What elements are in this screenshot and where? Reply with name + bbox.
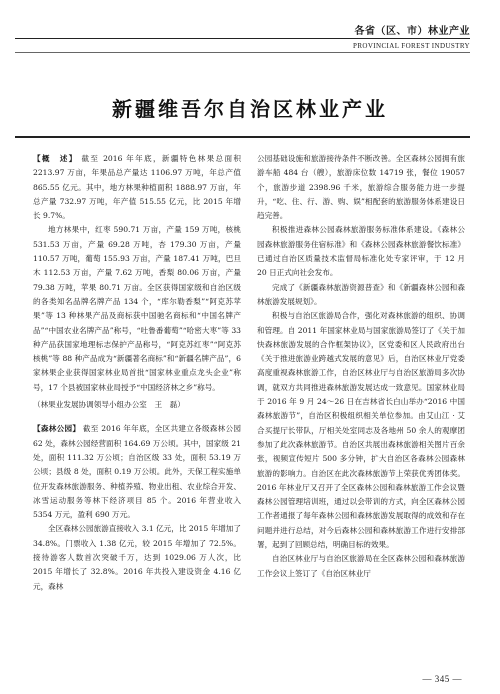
section-title-cn: 各省（区、市）林业产业 <box>354 26 470 37</box>
park-text-1: 截至 2016 年年底，全区共建立各级森林公园 62 处，森林公园经营面积 164.69 万公顷。其中，国家级 21 处，面积 111.32 万公顷；自治区级 33 处，面积 53.19 万公顷；县级 8 处，面积 0.19 万公顷。此外，天保工程实施单位开发森林旅游服务、种植养殖、物业出租、农业综合开发、冰雪运动服务等林下经济项目 85 个。2016 年营业收入 5354 万元，盈利 690 万元。 <box>33 424 241 520</box>
section-title-en: PROVINCIAL FOREST INDUSTRY <box>353 42 470 50</box>
right-column <box>257 152 465 581</box>
author-signature: （林果业发展协调领导小组办公室 王 磊） <box>33 400 185 410</box>
park-paragraph-2: 全区森林公园旅游直接收入 3.1 亿元，比 2015 年增加了 34.8%。门票收入 1.38 亿元，较 2015 年增加了 72.5%。接待游客人数首次突破千万，达到 1029.06 万人次，比 2015 年增长了 32.8%。2016 年共投入建设资金 4.16 亿元，森林 <box>33 524 241 591</box>
park-paragraph-1 <box>33 422 241 522</box>
overview-paragraph-2: 地方林果中，红枣 590.71 万亩，产量 159 万吨，核桃 531.53 万亩，产量 69.28 万吨，杏 179.30 万亩，产量 110.57 万吨，葡萄 155.93 万亩，产量 187.41 万吨，巴旦木 112.53 万亩，产量 7.62 万吨，香梨 80.06 万亩，产量 79.38 万吨，苹果 80.71 万亩。全区获得国家级和自治区级的各类知名品牌名牌产品 134 个，“库尔勒香梨”“阿克苏苹果”等 13 种林果产品及商标获中国驰名商标和“中国名牌产品”“中国农业名牌产品”称号，“吐鲁番葡萄”“哈密大枣”等 33 种产品获国家地理标志保护产品称号，“阿克苏红枣”“阿克苏核桃”等 88 种产品成为“新疆著名商标”和“新疆名牌产品”，6 家林果企业获得国家林业局首批“国家林业重点龙头企业”称号，17 个县被国家林业局授予“中国经济林之乡”称号。 <box>33 225 241 392</box>
right-paragraph-2: 积极推进森林公园森林旅游服务标准体系建设。《森林公园森林旅游服务住宿标准》和《森林公园森林旅游餐饮标准》已通过自治区质量技术监督局标准化处专家评审，于 12 月 20 日正式向社会发布。 <box>257 225 465 278</box>
header-divider-thin <box>15 52 470 53</box>
right-paragraph-4: 积极与自治区旅游局合作，强化对森林旅游的组织、协调和管理。自 2011 年国家林业局与国家旅游局签订了《关于加快森林旅游发展的合作框架协议》，区党委和区人民政府出台《关于推进旅游业跨越式发展的意见》后，自治区林业厅党委高度重视森林旅游工作，自治区林业厅与自治区旅游局多次协调，就双方共同推进森林旅游发展达成一致意见。国家林业局于 2016 年 9 月 24～26 日在吉林省长白山举办“2016 中国森林旅游节”，自治区积极组织相关单位参加。由艾山江 · 艾合买提厅长带队，厅相关处室同志及各地州 50 余人的观摩团参加了此次森林旅游节。自治区共展出森林旅游相关图片百余张，视频宣传短片 500 多分钟，扩大自治区各森林公园森林旅游的影响力。自治区在此次森林旅游节上荣获优秀团体奖。2016 年林业厅又召开了全区森林公园和森林旅游工作会议暨森林公园管理培训班，通过以会带训的方式，向全区森林公园工作者通报了每年森林公园和森林旅游发展取得的成效和存在问题并进行总结，对今后森林公园和森林旅游工作进行安排部署，起到了回顾总结，明确目标的效果。 <box>257 311 465 550</box>
overview-paragraph-1 <box>33 152 241 223</box>
overview-text-1: 截至 2016 年年底，新疆特色林果总面积 2213.97 万亩，年果品总产量达 1106.97 万吨，年总产值 865.55 亿元。其中，地方林果种植面积 1888.97 万亩，年总产量 732.97 万吨，年产值 515.55 亿元，比 2015 年增长 9.7%。 <box>33 154 241 221</box>
page-title: 新疆维吾尔自治区林业产业 <box>112 97 388 121</box>
left-column <box>33 152 241 594</box>
title-divider <box>15 136 470 138</box>
right-paragraph-3: 完成了《新疆森林旅游资源普查》和《新疆森林公园和森林旅游发展规划》。 <box>257 282 465 306</box>
right-paragraph-5: 自治区林业厅与自治区旅游局在全区森林公园和森林旅游工作会议上签订了《自治区林业厅 <box>257 554 465 578</box>
forest-park-tag: 【森林公园】 <box>33 424 81 434</box>
overview-tag: 【概 述】 <box>33 154 78 163</box>
page-number: — 345 — <box>422 674 462 684</box>
right-paragraph-1: 公园基础设施和旅游接待条件不断改善。全区森林公园拥有旅游车船 484 台（艘），旅游床位数 14719 张，餐位 19057 个，旅游步道 2398.96 千米，旅游综合服务能力进一步提升，“吃、住、行、游、购、娱”相配套的旅游服务体系建设日趋完善。 <box>257 154 465 221</box>
header-divider <box>15 38 470 39</box>
